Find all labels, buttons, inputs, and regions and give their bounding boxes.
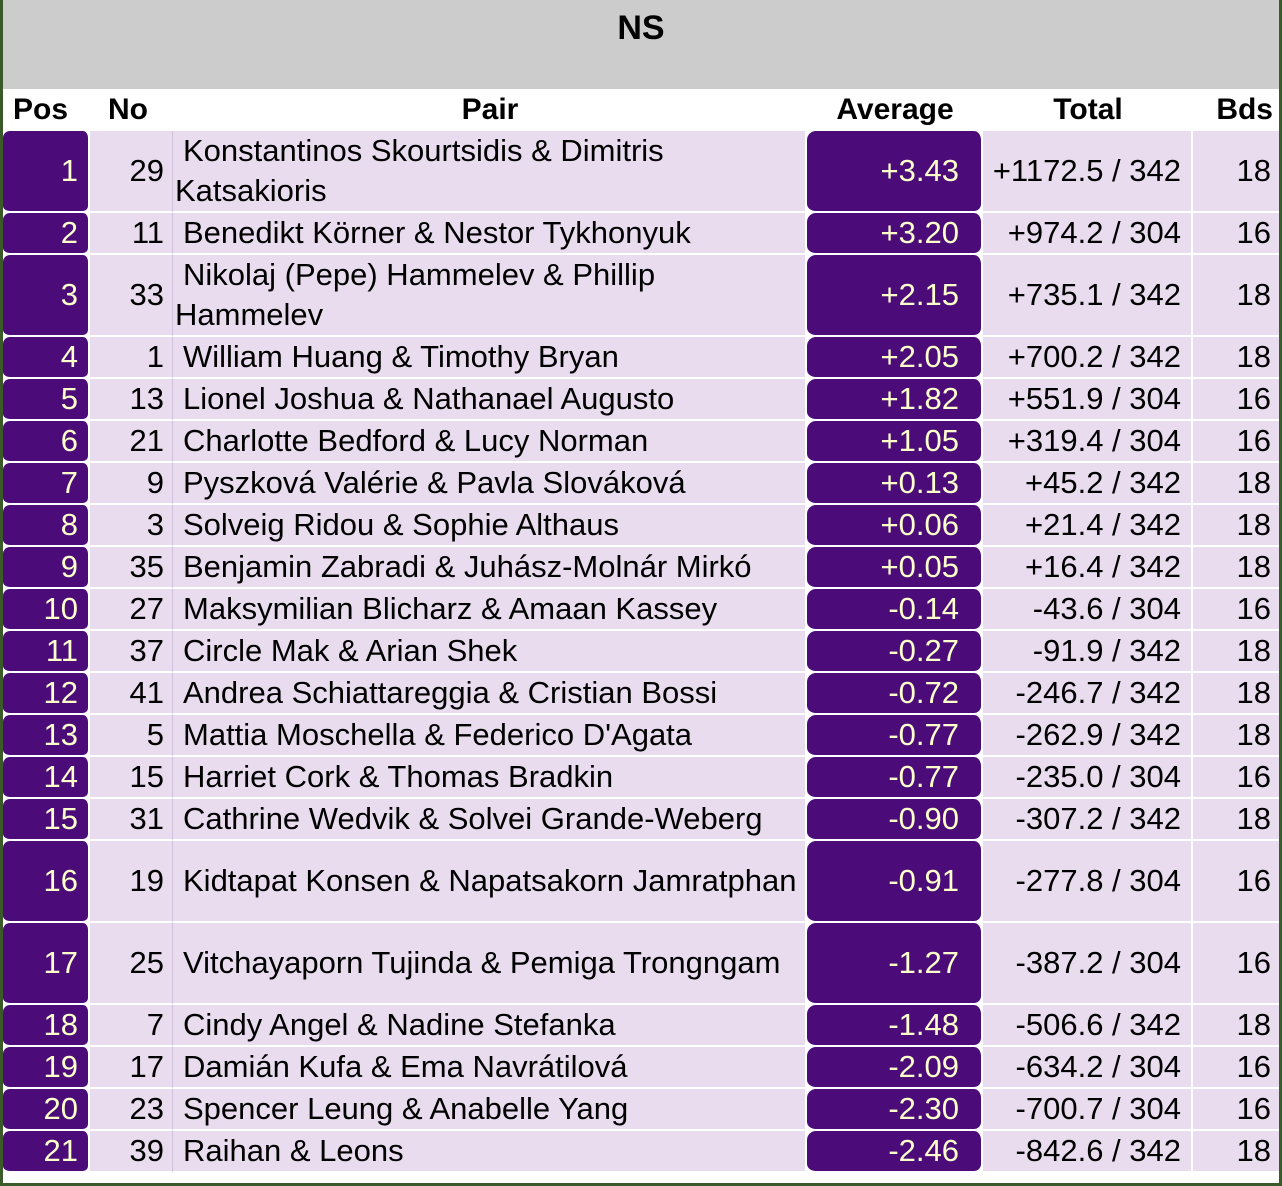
total-cell: +16.4 / 342 [983, 547, 1193, 589]
pair-names-text: Benjamin Zabradi & Juhász-Molnár Mirkó [183, 549, 752, 584]
total-cell: +21.4 / 342 [983, 505, 1193, 547]
pair-names-cell [173, 213, 807, 255]
pair-number-cell: 25 [90, 923, 173, 1005]
pair-number-cell: 41 [90, 673, 173, 715]
average-cell: +0.05 [807, 547, 983, 589]
position-cell: 17 [3, 923, 90, 1005]
pair-names-cell [173, 799, 807, 841]
average-cell: +3.43 [807, 131, 983, 213]
average-cell: +2.05 [807, 337, 983, 379]
pair-names-text: Cathrine Wedvik & Solvei Grande-Weberg [183, 801, 763, 836]
average-cell: -2.46 [807, 1131, 983, 1173]
average-cell: -0.77 [807, 715, 983, 757]
total-cell: -506.6 / 342 [983, 1005, 1193, 1047]
total-cell: +700.2 / 342 [983, 337, 1193, 379]
pair-number-cell: 3 [90, 505, 173, 547]
pair-names-cell [173, 673, 807, 715]
table-row[interactable] [3, 547, 1279, 589]
pair-names-text: Pyszková Valérie & Pavla Slováková [183, 465, 686, 500]
header-pair: Pair [173, 89, 807, 131]
table-row[interactable] [3, 1089, 1279, 1131]
table-row[interactable] [3, 1131, 1279, 1173]
position-cell: 21 [3, 1131, 90, 1173]
total-cell: -235.0 / 304 [983, 757, 1193, 799]
pair-names-text: Damián Kufa & Ema Navrátilová [183, 1049, 628, 1084]
table-row[interactable] [3, 379, 1279, 421]
pair-names-text: Cindy Angel & Nadine Stefanka [183, 1007, 616, 1042]
position-cell: 4 [3, 337, 90, 379]
boards-cell: 18 [1193, 631, 1279, 673]
pair-number-cell: 35 [90, 547, 173, 589]
pair-names-cell [173, 1005, 807, 1047]
table-row[interactable] [3, 505, 1279, 547]
pair-number-cell: 23 [90, 1089, 173, 1131]
header-pos: Pos [3, 89, 90, 131]
boards-cell: 16 [1193, 421, 1279, 463]
table-row[interactable] [3, 213, 1279, 255]
average-cell: -1.48 [807, 1005, 983, 1047]
pair-names-text: Vitchayaporn Tujinda & Pemiga Trongngam [183, 945, 781, 980]
boards-cell: 16 [1193, 379, 1279, 421]
average-cell: -0.90 [807, 799, 983, 841]
pair-names-cell [173, 1089, 807, 1131]
table-row[interactable] [3, 255, 1279, 337]
average-cell: -0.27 [807, 631, 983, 673]
pair-names-cell [173, 463, 807, 505]
pair-names-cell [173, 421, 807, 463]
pair-number-cell: 29 [90, 131, 173, 213]
total-cell: +319.4 / 304 [983, 421, 1193, 463]
table-row[interactable] [3, 463, 1279, 505]
table-row[interactable] [3, 1005, 1279, 1047]
boards-cell: 18 [1193, 673, 1279, 715]
pair-number-cell: 1 [90, 337, 173, 379]
pair-names-cell [173, 631, 807, 673]
average-cell: +1.82 [807, 379, 983, 421]
pair-names-cell [173, 1131, 807, 1173]
average-cell: -2.30 [807, 1089, 983, 1131]
boards-cell: 18 [1193, 131, 1279, 213]
average-cell: -0.72 [807, 673, 983, 715]
boards-cell: 16 [1193, 589, 1279, 631]
pair-names-text: Circle Mak & Arian Shek [183, 633, 518, 668]
table-row[interactable] [3, 1047, 1279, 1089]
results-body [3, 131, 1279, 1173]
boards-cell: 18 [1193, 1005, 1279, 1047]
pair-names-text: Konstantinos Skourtsidis & Dimitris Katsakioris [175, 133, 664, 208]
average-cell: +1.05 [807, 421, 983, 463]
pair-names-text: Raihan & Leons [183, 1133, 404, 1168]
header-row [3, 89, 1279, 131]
total-cell: -842.6 / 342 [983, 1131, 1193, 1173]
position-cell: 10 [3, 589, 90, 631]
average-cell: +3.20 [807, 213, 983, 255]
average-cell: -0.14 [807, 589, 983, 631]
position-cell: 11 [3, 631, 90, 673]
boards-cell: 18 [1193, 255, 1279, 337]
pair-names-text: Lionel Joshua & Nathanael Augusto [183, 381, 675, 416]
average-cell: -2.09 [807, 1047, 983, 1089]
boards-cell: 16 [1193, 923, 1279, 1005]
position-cell: 14 [3, 757, 90, 799]
header-average: Average [807, 89, 983, 131]
pair-number-cell: 27 [90, 589, 173, 631]
total-cell: -277.8 / 304 [983, 841, 1193, 923]
total-cell: +551.9 / 304 [983, 379, 1193, 421]
pair-names-text: William Huang & Timothy Bryan [183, 339, 619, 374]
pair-number-cell: 17 [90, 1047, 173, 1089]
header-no: No [90, 89, 173, 131]
pair-number-cell: 21 [90, 421, 173, 463]
table-row[interactable] [3, 131, 1279, 213]
total-cell: -700.7 / 304 [983, 1089, 1193, 1131]
total-cell: -91.9 / 342 [983, 631, 1193, 673]
total-cell: +1172.5 / 342 [983, 131, 1193, 213]
total-cell: -246.7 / 342 [983, 673, 1193, 715]
average-cell: +2.15 [807, 255, 983, 337]
average-cell: -0.91 [807, 841, 983, 923]
position-cell: 16 [3, 841, 90, 923]
average-cell: -1.27 [807, 923, 983, 1005]
position-cell: 20 [3, 1089, 90, 1131]
pair-number-cell: 13 [90, 379, 173, 421]
position-cell: 12 [3, 673, 90, 715]
pair-number-cell: 31 [90, 799, 173, 841]
pair-number-cell: 15 [90, 757, 173, 799]
pair-names-cell [173, 715, 807, 757]
position-cell: 13 [3, 715, 90, 757]
pair-number-cell: 37 [90, 631, 173, 673]
header-bds: Bds [1193, 89, 1279, 131]
position-cell: 19 [3, 1047, 90, 1089]
table-row[interactable] [3, 589, 1279, 631]
table-row[interactable] [3, 799, 1279, 841]
pair-names-cell [173, 379, 807, 421]
position-cell: 7 [3, 463, 90, 505]
pair-names-text: Nikolaj (Pepe) Hammelev & Phillip Hammelev [175, 257, 656, 332]
table-row[interactable] [3, 715, 1279, 757]
section-title-bar [3, 0, 1279, 89]
total-cell: -307.2 / 342 [983, 799, 1193, 841]
total-cell: -387.2 / 304 [983, 923, 1193, 1005]
pair-names-cell [173, 505, 807, 547]
boards-cell: 16 [1193, 1047, 1279, 1089]
position-cell: 18 [3, 1005, 90, 1047]
total-cell: -634.2 / 304 [983, 1047, 1193, 1089]
boards-cell: 16 [1193, 757, 1279, 799]
pair-names-text: Spencer Leung & Anabelle Yang [183, 1091, 629, 1126]
average-cell: -0.77 [807, 757, 983, 799]
header-total: Total [983, 89, 1193, 131]
results-table [3, 89, 1279, 1173]
pair-number-cell: 39 [90, 1131, 173, 1173]
position-cell: 3 [3, 255, 90, 337]
pair-names-text: Andrea Schiattareggia & Cristian Bossi [183, 675, 718, 710]
table-row[interactable] [3, 337, 1279, 379]
position-cell: 15 [3, 799, 90, 841]
pair-number-cell: 33 [90, 255, 173, 337]
position-cell: 5 [3, 379, 90, 421]
pair-number-cell: 19 [90, 841, 173, 923]
position-cell: 6 [3, 421, 90, 463]
position-cell: 1 [3, 131, 90, 213]
pair-names-cell [173, 757, 807, 799]
boards-cell: 18 [1193, 505, 1279, 547]
pair-names-text: Kidtapat Konsen & Napatsakorn Jamratphan [183, 863, 797, 898]
table-row[interactable] [3, 673, 1279, 715]
pair-names-cell [173, 1047, 807, 1089]
position-cell: 9 [3, 547, 90, 589]
pair-names-cell [173, 255, 807, 337]
table-row[interactable] [3, 631, 1279, 673]
pair-names-cell [173, 923, 807, 1005]
total-cell: -262.9 / 342 [983, 715, 1193, 757]
pair-names-cell [173, 547, 807, 589]
total-cell: +735.1 / 342 [983, 255, 1193, 337]
table-row[interactable] [3, 841, 1279, 923]
pair-names-text: Mattia Moschella & Federico D'Agata [183, 717, 693, 752]
boards-cell: 16 [1193, 1089, 1279, 1131]
pair-number-cell: 11 [90, 213, 173, 255]
position-cell: 2 [3, 213, 90, 255]
pair-names-cell [173, 589, 807, 631]
pair-names-cell [173, 337, 807, 379]
pair-number-cell: 5 [90, 715, 173, 757]
average-cell: +0.13 [807, 463, 983, 505]
boards-cell: 16 [1193, 841, 1279, 923]
boards-cell: 18 [1193, 1131, 1279, 1173]
table-row[interactable] [3, 923, 1279, 1005]
table-row[interactable] [3, 421, 1279, 463]
pair-names-text: Maksymilian Blicharz & Amaan Kassey [183, 591, 718, 626]
pair-names-text: Solveig Ridou & Sophie Althaus [183, 507, 620, 542]
boards-cell: 18 [1193, 715, 1279, 757]
total-cell: +45.2 / 342 [983, 463, 1193, 505]
boards-cell: 18 [1193, 799, 1279, 841]
boards-cell: 18 [1193, 463, 1279, 505]
total-cell: +974.2 / 304 [983, 213, 1193, 255]
pair-number-cell: 9 [90, 463, 173, 505]
boards-cell: 18 [1193, 337, 1279, 379]
section-title: NS [617, 9, 665, 47]
pair-names-cell [173, 131, 807, 213]
boards-cell: 16 [1193, 213, 1279, 255]
total-cell: -43.6 / 304 [983, 589, 1193, 631]
position-cell: 8 [3, 505, 90, 547]
pair-names-text: Charlotte Bedford & Lucy Norman [183, 423, 649, 458]
boards-cell: 18 [1193, 547, 1279, 589]
pair-names-text: Harriet Cork & Thomas Bradkin [183, 759, 614, 794]
pair-number-cell: 7 [90, 1005, 173, 1047]
table-row[interactable] [3, 757, 1279, 799]
average-cell: +0.06 [807, 505, 983, 547]
pair-names-cell [173, 841, 807, 923]
pair-names-text: Benedikt Körner & Nestor Tykhonyuk [183, 215, 691, 250]
